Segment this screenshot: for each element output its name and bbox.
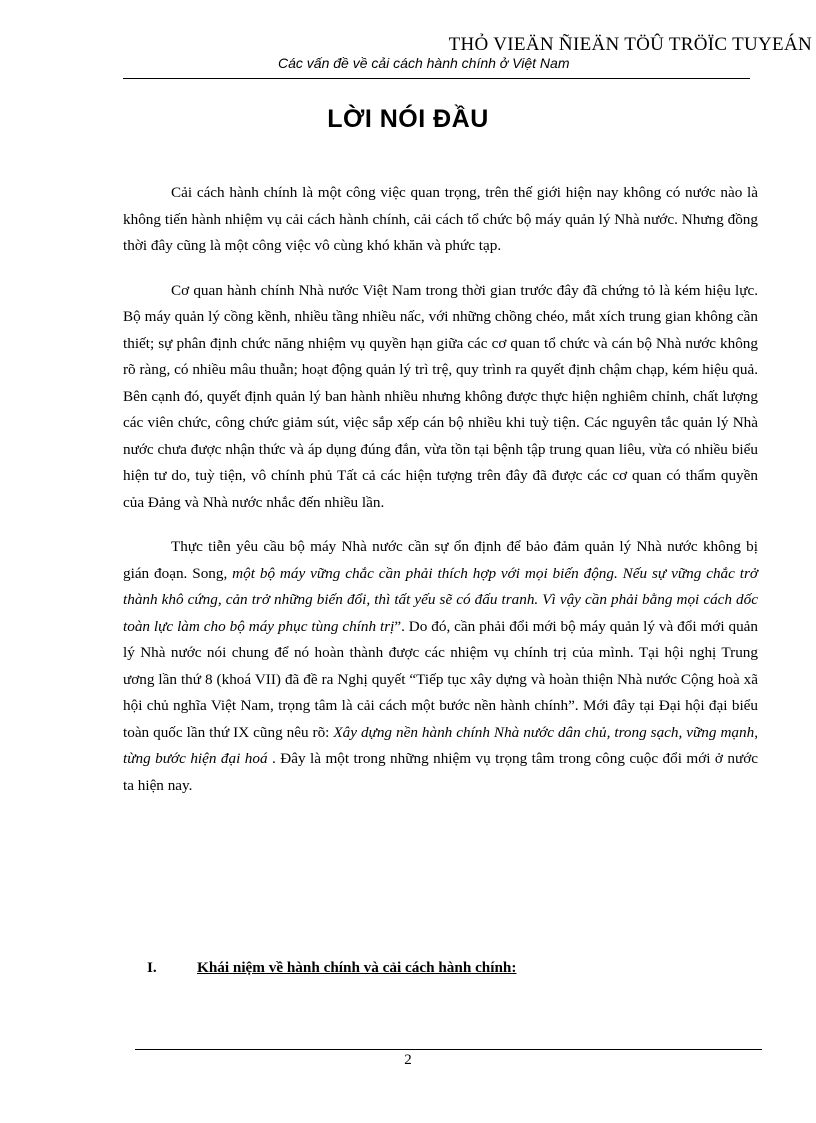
page-number: 2 xyxy=(404,1052,412,1068)
quote-2: Xây dựng nền hành chính Nhà nước dân chủ, trong sạch, vững mạnh, từng bước hiện đại hoá xyxy=(123,723,759,767)
section-title: Khái niệm về hành chính và cải cách hành chính: xyxy=(197,959,517,976)
running-header: Các vấn đề về cải cách hành chính ở Việt Nam xyxy=(278,55,570,71)
paragraph-3 xyxy=(123,534,758,799)
section-heading xyxy=(147,959,516,977)
section-number: I. xyxy=(147,959,157,976)
paragraph-2: Cơ quan hành chính Nhà nước Việt Nam trong thời gian trước đây đã chứng tỏ là kém hiệu lực. Bộ máy quản lý cồng kềnh, nhiều tầng nhiều nấc, với những chồng chéo, mắt xích trung gian không cần thiết; sự phân định chức năng nhiệm vụ quyền hạn giữa các cơ quan tổ chức và cán bộ Nhà nước không rõ ràng, có nhiều mâu thuẫn; hoạt động quản lý trì trệ, quy trình ra quyết định chậm chạp, kém hiệu quả. Bên cạnh đó, quyết định quản lý ban hành nhiều nhưng không được thực hiện nghiêm chỉnh, chất lượng các viên chức, công chức giảm sút, việc sắp xếp cán bộ nhiều khi tuỳ tiện. Các nguyên tắc quản lý Nhà nước chưa được nhận thức và áp dụng đúng đắn, vừa tồn tại bệnh tập trung quan liêu, vừa có nhiều biểu hiện tư do, tuỳ tiện, vô chính phủ Tất cả các hiện tượng trên đây đã được các cơ quan có thẩm quyền của Đảng và Nhà nước nhắc đến nhiều lần. xyxy=(123,281,758,511)
footer-divider xyxy=(135,1049,762,1050)
watermark-text: THỎ VIEÄN ÑIEÄN TÖÛ TRÖÏC TUYEÁN xyxy=(448,34,812,55)
paragraph-3-text-b: ”. Do đó, cần phải đổi mới bộ máy quản lý và đổi mới quản lý Nhà nước nói chung để nó hoàn thành được các nhiệm vụ chính trị của mình. Tại hội nghị Trung ương lần thứ 8 (khoá VII) đã đề ra Nghị quyết “Tiếp tục xây dựng và hoàn thiện Nhà nước Cộng hoà xã hội chủ nghĩa Việt Nam, trọng tâm là cải cách một bước nền hành chính”. Mới đây tại Đại hội đại biểu toàn quốc lần thứ IX cũng nêu rõ: xyxy=(123,617,758,741)
page-title: LỜI NÓI ĐẦU xyxy=(327,105,489,133)
paragraph-1: Cải cách hành chính là một công việc quan trọng, trên thế giới hiện nay không có nước nào là không tiến hành nhiệm vụ cải cách hành chính, cải cách tổ chức bộ máy quản lý Nhà nước. Nhưng đồng thời đây cũng là một công việc vô cùng khó khăn và phức tạp. xyxy=(123,184,758,254)
paragraph-3-text-a: Thực tiễn yêu cầu bộ máy Nhà nước cần sự ổn định để bảo đảm quản lý Nhà nước không bị gián đoạn. Song, xyxy=(123,538,758,582)
paragraph-3-text-c: . Đây là một trong những nhiệm vụ trọng tâm trong công cuộc đổi mới ở nước ta hiện nay. xyxy=(123,750,758,794)
body-text xyxy=(123,180,758,799)
header-divider xyxy=(123,78,750,79)
quote-1: một bộ máy vững chắc cần phải thích hợp với mọi biến động. Nếu sự vững chắc trở thành khô cứng, cản trở những biến đổi, thì tất yếu sẽ có đấu tranh. Vì vậy cần phải bằng mọi cách dốc toàn lực làm cho bộ máy phục tùng chính trị xyxy=(123,564,758,635)
